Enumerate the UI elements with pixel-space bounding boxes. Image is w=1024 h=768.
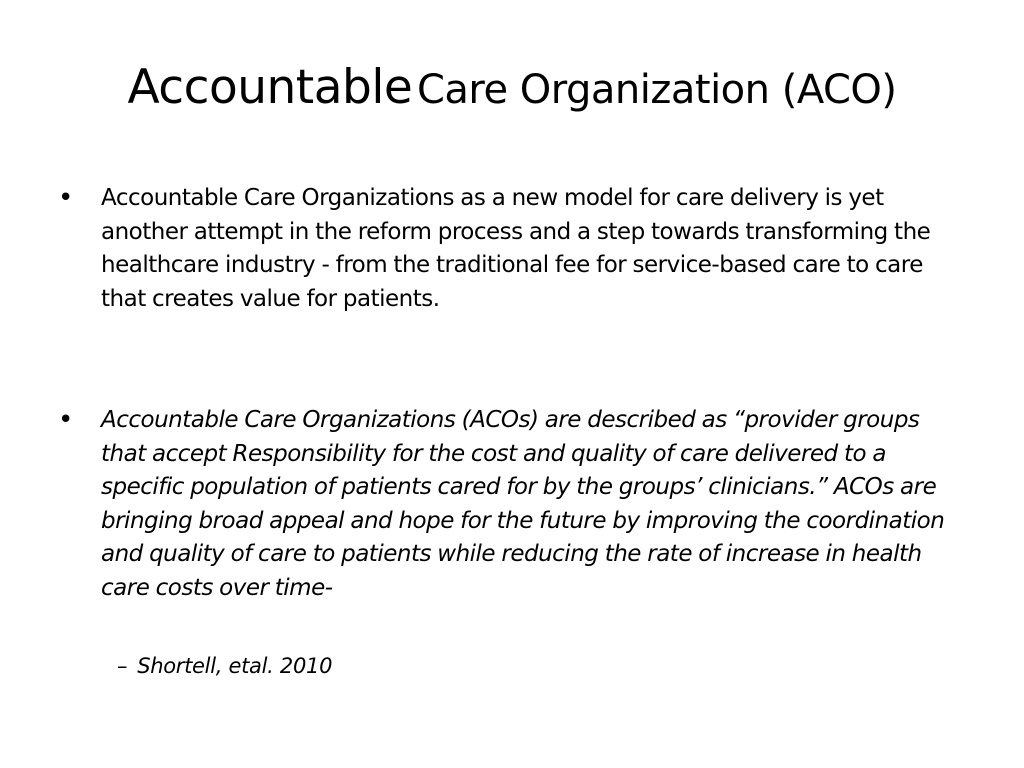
bullet-text: Accountable Care Organizations (ACOs) are described as “provider groups that accept Responsibility for the cost and quality of care delivered to a specific population of patients cared for by the groups’ clinicians.” ACOs are bringing broad appeal and hope for the future by improving the coordination and quality of care to patients while reducing the rate of increase in health care costs over time- <box>101 407 945 601</box>
slide-title <box>0 62 1024 114</box>
bullet-marker: • <box>58 405 74 435</box>
slide-title-main: Accountable <box>127 60 413 115</box>
bullet-marker: • <box>58 183 74 213</box>
bullet-text: Accountable Care Organizations as a new model for care delivery is yet another attempt in the reform process and a step towards transforming the healthcare industry - from the traditional fee for service-based care to care that creates value for patients. <box>101 185 931 312</box>
slide-title-rest: Care Organization (ACO) <box>416 67 897 113</box>
bullet-item-aco-model <box>58 182 958 316</box>
citation-text: Shortell, etal. 2010 <box>137 654 333 678</box>
citation-marker: – <box>117 654 128 678</box>
citation <box>117 650 332 682</box>
bullet-item-aco-definition <box>58 404 958 605</box>
